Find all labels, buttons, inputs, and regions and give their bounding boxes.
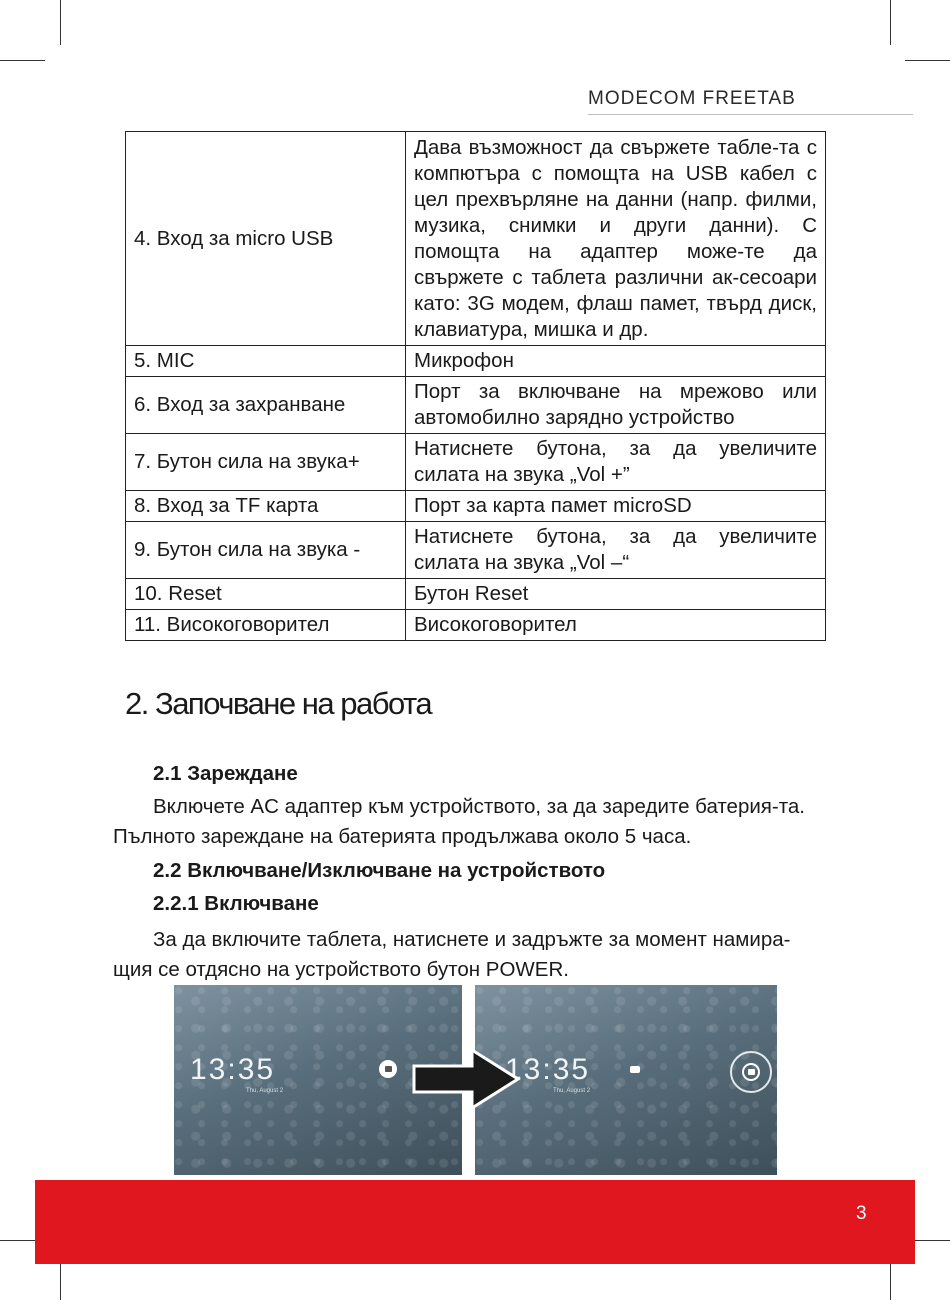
table-row — [126, 610, 826, 641]
crop-mark — [890, 0, 891, 45]
table-cell-name: 11. Високоговорител — [126, 610, 406, 641]
table-row — [126, 522, 826, 579]
table-cell-desc: Дава възможност да свържете табле-та с компютъра с помощта на USB кабел с цел прехвърляне на данни (напр. филми, музика, снимки и други данни). С помощта на адаптер може-те да свържете с таблета различни ак-сесоари като: 3G модем, флаш памет, твърд диск, клавиатура, мишка и др. — [406, 132, 826, 346]
crop-mark — [0, 60, 45, 61]
spec-table — [125, 131, 826, 641]
table-row — [126, 579, 826, 610]
paragraph-power-on: За да включите таблета, натиснете и задръжте за момент намира-щия се отдясно на устройството бутон POWER. — [113, 928, 791, 981]
table-cell-name: 8. Вход за TF карта — [126, 491, 406, 522]
page-number: 3 — [856, 1203, 868, 1224]
camera-icon — [630, 1066, 640, 1073]
lockscreen-date: Thu, August 2 — [246, 1088, 284, 1094]
table-row — [126, 491, 826, 522]
paragraph-charging: Включете AC адаптер към устройството, за да заредите батерия-та. Пълното зареждане на батерията продължава около 5 часа. — [113, 795, 805, 848]
section-title: 2. Започване на работа — [125, 686, 432, 721]
table-row — [126, 346, 826, 377]
lockscreen-clock: 13:35 — [190, 1053, 276, 1086]
lock-icon — [730, 1051, 772, 1093]
table-cell-desc: Високоговорител — [406, 610, 826, 641]
subsection-title-power: 2.2 Включване/Изключване на устройството — [153, 859, 606, 882]
table-cell-name: 5. MIC — [126, 346, 406, 377]
table-cell-name: 6. Вход за захранване — [126, 377, 406, 434]
crop-mark — [60, 0, 61, 45]
table-row — [126, 434, 826, 491]
table-cell-desc: Бутон Reset — [406, 579, 826, 610]
footer-bar — [35, 1180, 915, 1264]
lockscreen-clock: 13:35 — [505, 1053, 591, 1086]
table-cell-desc: Порт за включване на мрежово или автомобилно зарядно устройство — [406, 377, 826, 434]
table-cell-name: 7. Бутон сила на звука+ — [126, 434, 406, 491]
table-cell-name: 4. Вход за micro USB — [126, 132, 406, 346]
subsection-title-charging: 2.1 Зареждане — [153, 762, 298, 785]
table-cell-desc: Микрофон — [406, 346, 826, 377]
header-rule — [588, 114, 913, 115]
table-cell-name: 10. Reset — [126, 579, 406, 610]
table-cell-desc: Порт за карта памет microSD — [406, 491, 826, 522]
lock-icon — [367, 1048, 409, 1090]
lockscreen-date: Thu, August 2 — [553, 1088, 591, 1094]
subsection-title-power-on: 2.2.1 Включване — [153, 892, 319, 915]
crop-mark — [905, 60, 950, 61]
table-cell-desc: Натиснете бутона, за да увеличите силата на звука „Vol –“ — [406, 522, 826, 579]
table-row — [126, 377, 826, 434]
table-row — [126, 132, 826, 346]
arrow-right-icon — [412, 1048, 522, 1110]
header-brand: MODECOM FREETAB — [588, 88, 796, 109]
table-cell-desc: Натиснете бутона, за да увеличите силата на звука „Vol +” — [406, 434, 826, 491]
table-cell-name: 9. Бутон сила на звука - — [126, 522, 406, 579]
